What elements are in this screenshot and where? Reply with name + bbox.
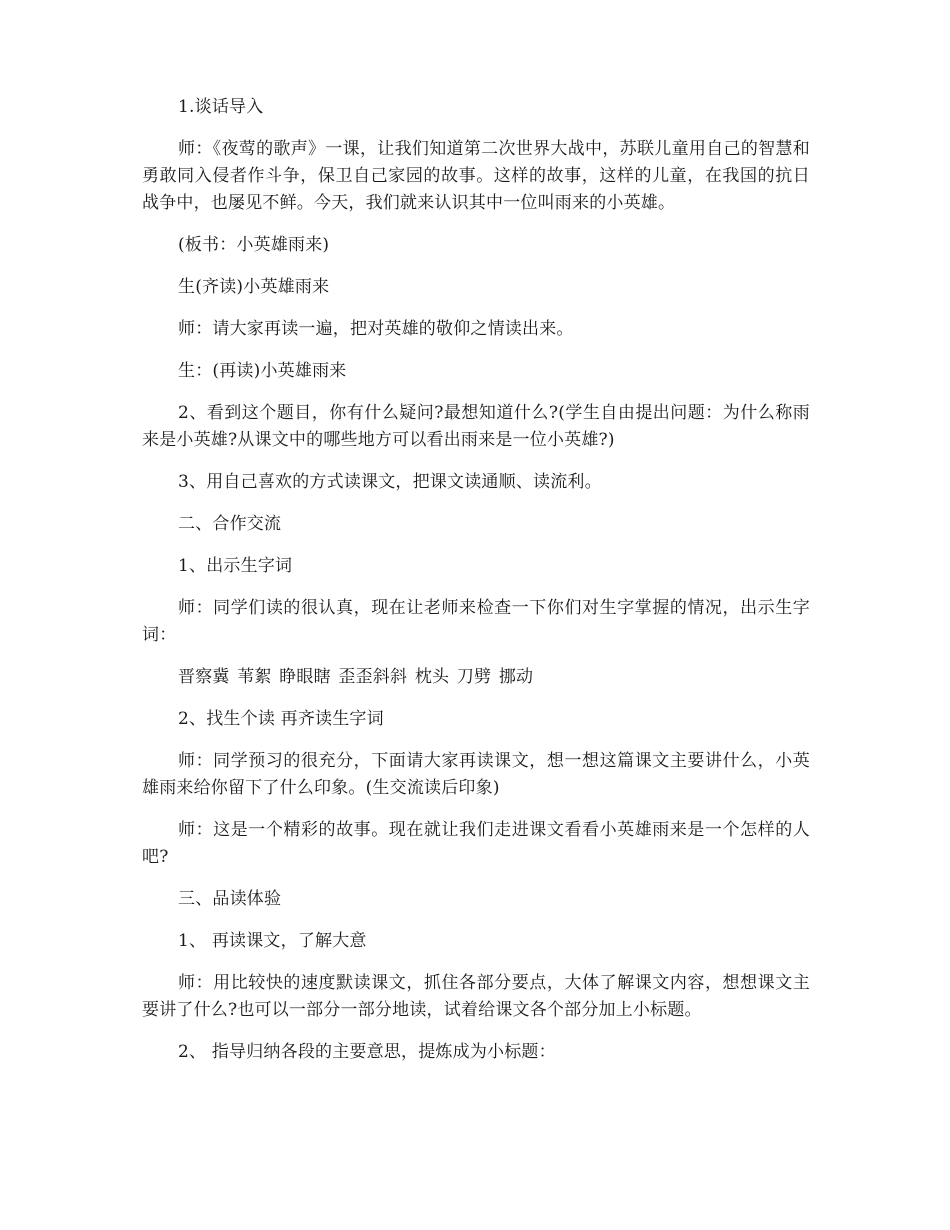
- vocab-list: 晋察冀 苇絮 睁眼瞎 歪歪斜斜 枕头 刀劈 挪动: [178, 667, 534, 687]
- silent-reading-paragraph: 师：用比较快的速度默读课文，抓住各部分要点，大体了解课文内容，想想课文主要讲了什么?也可以一部分一部分地读，试着给课文各个部分加上小标题。: [142, 973, 810, 1020]
- student-reread-line: 生：(再读)小英雄雨来: [178, 361, 347, 381]
- section-heading-experience: 三、品读体验: [178, 889, 282, 909]
- reading-task-line: 3、用自己喜欢的方式读课文，把课文读通顺、读流利。: [178, 472, 602, 492]
- reread-heading: 1、 再读课文，了解大意: [178, 931, 367, 951]
- summary-heading: 2、 指导归纳各段的主要意思，提炼成为小标题：: [178, 1042, 556, 1062]
- vocab-reading-line: 2、找生个读 再齐读生字词: [178, 709, 384, 729]
- story-intro-paragraph: 师：这是一个精彩的故事。现在就让我们走进课文看看小英雄雨来是一个怎样的人吧?: [142, 820, 810, 867]
- teacher-intro-paragraph: 师：《夜莺的歌声》一课，让我们知道第二次世界大战中，苏联儿童用自己的智慧和勇敢同入侵者作斗争，保卫自己家园的故事。这样的故事，这样的儿童，在我国的抗日战争中，也屡见不鲜。今天，我们就来认识其中一位叫雨来的小英雄。: [142, 139, 810, 213]
- vocab-check-paragraph: 师：同学们读的很认真，现在让老师来检查一下你们对生字掌握的情况，出示生字词：: [142, 598, 810, 645]
- question-paragraph: 2、看到这个题目，你有什么疑问?最想知道什么?(学生自由提出问题：为什么称雨来是小英雄?从课文中的哪些地方可以看出雨来是一位小英雄?): [142, 403, 810, 450]
- section-heading-cooperation: 二、合作交流: [178, 514, 282, 534]
- teacher-instruction-line: 师：请大家再读一遍，把对英雄的敬仰之情读出来。: [178, 319, 574, 339]
- student-reading-line: 生(齐读)小英雄雨来: [178, 277, 330, 297]
- section-heading-intro: 1.谈话导入: [178, 97, 264, 117]
- vocab-heading: 1、出示生字词: [178, 556, 293, 576]
- board-note: (板书：小英雄雨来): [178, 235, 330, 255]
- document-body: [142, 94, 810, 1081]
- preview-paragraph: 师：同学预习的很充分，下面请大家再读课文，想一想这篇课文主要讲什么，小英雄雨来给你留下了什么印象。(生交流读后印象): [142, 751, 810, 798]
